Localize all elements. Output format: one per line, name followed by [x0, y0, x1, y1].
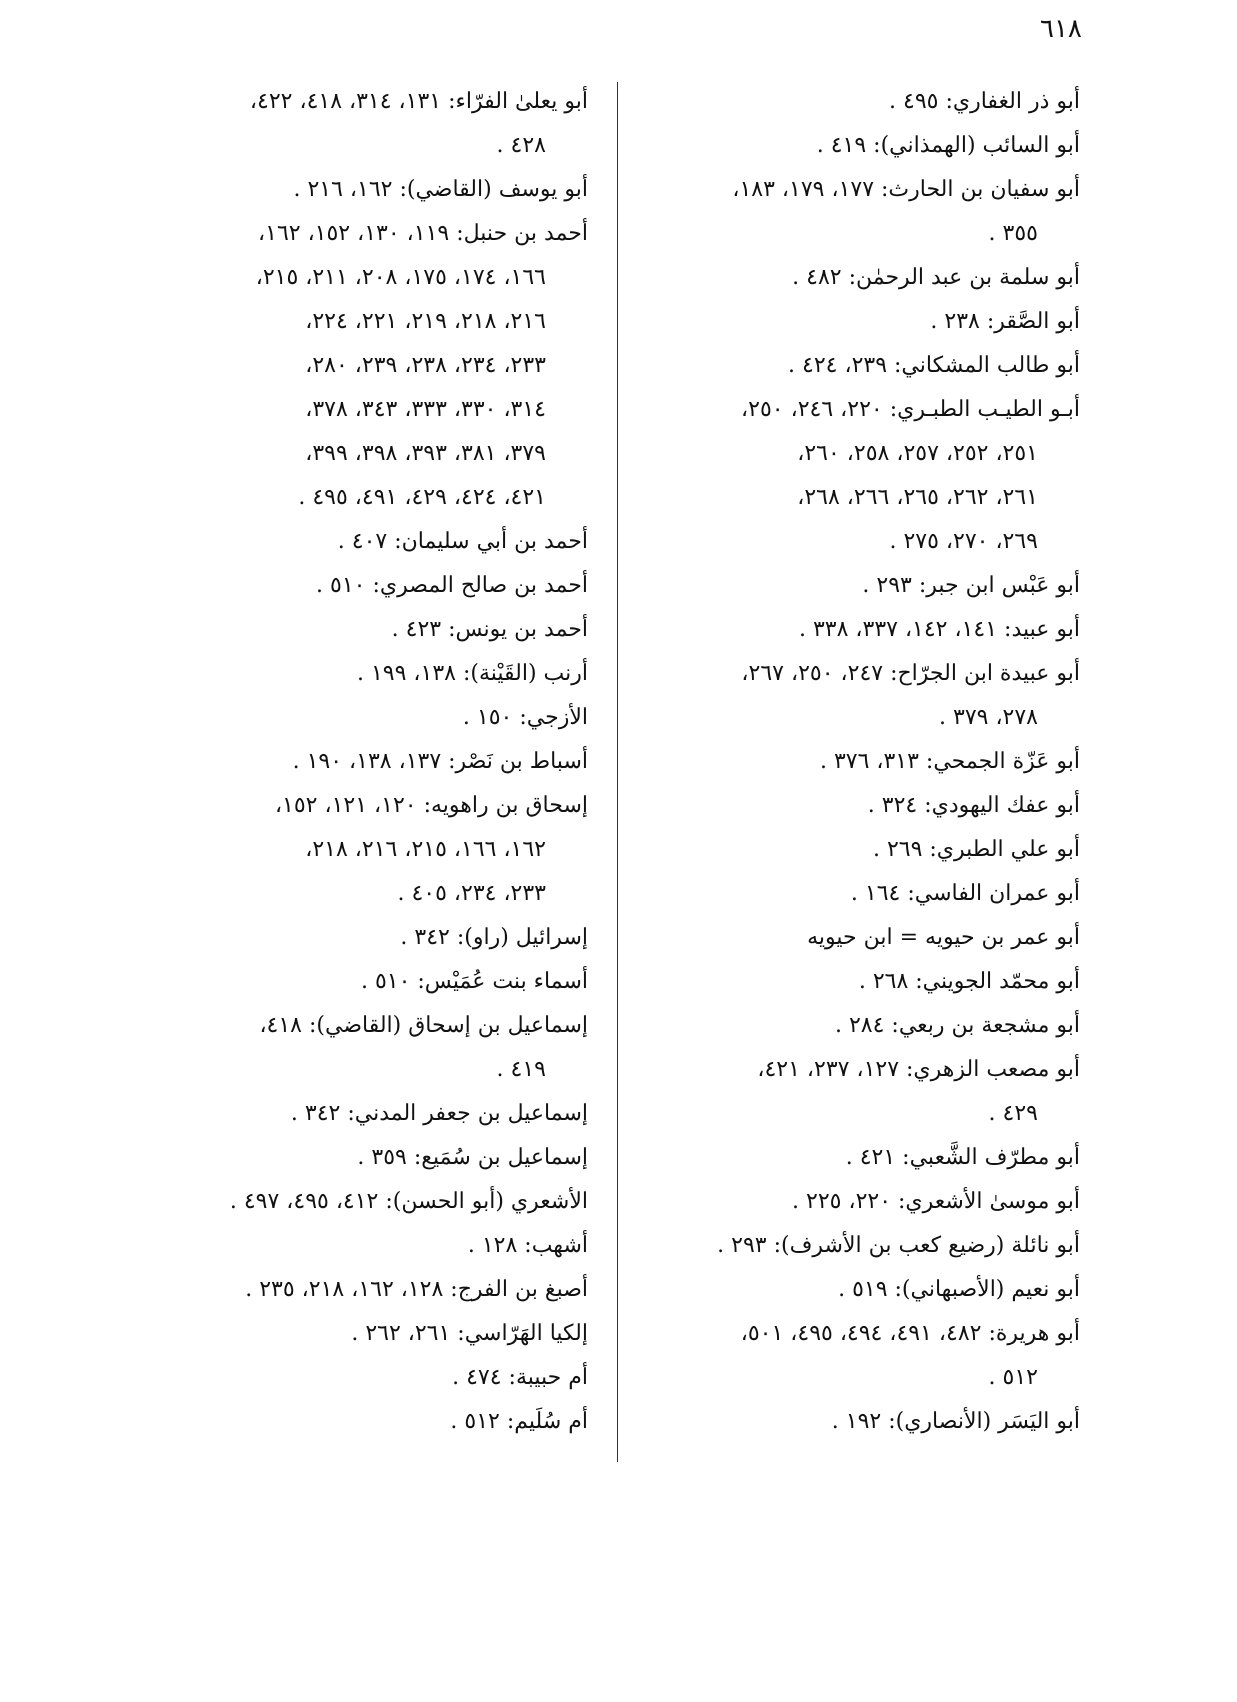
index-entry: أبو عبيد: ١٤١، ١٤٢، ٣٣٧، ٣٣٨ .	[798, 617, 1080, 642]
index-entry-continuation: ٢٣٣، ٢٣٤، ٤٠٥ .	[397, 881, 546, 906]
index-entry: إسماعيل بن جعفر المدني: ٣٤٢ .	[290, 1101, 588, 1126]
index-entry: أحمد بن يونس: ٤٢٣ .	[391, 617, 588, 642]
index-entry-continuation: ٤٢٩ .	[988, 1101, 1038, 1126]
index-entry: أبو هريرة: ٤٨٢، ٤٩١، ٤٩٤، ٤٩٥، ٥٠١،	[740, 1321, 1080, 1346]
index-entry: أبو عمر بن حيويه = ابن حيويه	[807, 925, 1080, 950]
index-entry: أبو يوسف (القاضي): ١٦٢، ٢١٦ .	[293, 177, 588, 202]
index-entry-continuation: ١٦٢، ١٦٦، ٢١٥، ٢١٦، ٢١٨،	[305, 837, 546, 862]
index-entry-continuation: ٥١٢ .	[988, 1365, 1038, 1390]
index-entry-continuation: ٢٣٣، ٢٣٤، ٢٣٨، ٢٣٩، ٢٨٠،	[305, 353, 546, 378]
index-entry: أحمد بن أبي سليمان: ٤٠٧ .	[337, 529, 588, 554]
index-entry-continuation: ١٦٦، ١٧٤، ١٧٥، ٢٠٨، ٢١١، ٢١٥،	[255, 265, 546, 290]
index-entry: أم سُلَيم: ٥١٢ .	[450, 1409, 588, 1434]
index-entry: أبو يعلىٰ الفرّاء: ١٣١، ٣١٤، ٤١٨، ٤٢٢،	[249, 89, 588, 114]
index-entry: إسماعيل بن سُمَيع: ٣٥٩ .	[357, 1145, 588, 1170]
index-entry: أحمد بن صالح المصري: ٥١٠ .	[316, 573, 588, 598]
index-entry: أصبغ بن الفرج: ١٢٨، ١٦٢، ٢١٨، ٢٣٥ .	[245, 1277, 588, 1302]
index-entry-continuation: ٢٥١، ٢٥٢، ٢٥٧، ٢٥٨، ٢٦٠،	[797, 441, 1038, 466]
index-entry-continuation: ٤٢١، ٤٢٤، ٤٢٩، ٤٩١، ٤٩٥ .	[298, 485, 546, 510]
index-entry: أبو الصَّقر: ٢٣٨ .	[930, 309, 1080, 334]
index-entry: إسحاق بن راهويه: ١٢٠، ١٢١، ١٥٢،	[274, 793, 588, 818]
index-entry: أبو عبيدة ابن الجرّاح: ٢٤٧، ٢٥٠، ٢٦٧،	[741, 661, 1080, 686]
index-entry-continuation: ٢٦٩، ٢٧٠، ٢٧٥ .	[889, 529, 1038, 554]
index-entry: أبو مطرّف الشَّعبي: ٤٢١ .	[845, 1145, 1080, 1170]
index-entry: أم حبيبة: ٤٧٤ .	[452, 1365, 588, 1390]
index-entry: أبو سلمة بن عبد الرحمٰن: ٤٨٢ .	[792, 265, 1080, 290]
index-entry-continuation: ٢٦١، ٢٦٢، ٢٦٥، ٢٦٦، ٢٦٨،	[797, 485, 1038, 510]
index-entry: أبو عَزّة الجمحي: ٣١٣، ٣٧٦ .	[819, 749, 1080, 774]
index-entry: أبو اليَسَر (الأنصاري): ١٩٢ .	[831, 1409, 1080, 1434]
index-entry: أرنب (القَيْنة): ١٣٨، ١٩٩ .	[356, 661, 588, 686]
index-entry: أبو السائب (الهمذاني): ٤١٩ .	[816, 133, 1080, 158]
index-entry: أبو مشجعة بن ربعي: ٢٨٤ .	[834, 1013, 1080, 1038]
index-entry: أبو عَبْس ابن جبر: ٢٩٣ .	[862, 573, 1080, 598]
index-column-left	[148, 80, 588, 1444]
index-entry: أبو علي الطبري: ٢٦٩ .	[872, 837, 1080, 862]
index-entry: أشهب: ١٢٨ .	[467, 1233, 588, 1258]
index-entry: إلكيا الهَرّاسي: ٢٦١، ٢٦٢ .	[351, 1321, 588, 1346]
index-entry: أبو موسىٰ الأشعري: ٢٢٠، ٢٢٥ .	[792, 1189, 1080, 1214]
index-entry: إسرائيل (راو): ٣٤٢ .	[400, 925, 588, 950]
index-entry-continuation: ٣١٤، ٣٣٠، ٣٣٣، ٣٤٣، ٣٧٨،	[305, 397, 546, 422]
index-entry-continuation: ٣٧٩، ٣٨١، ٣٩٣، ٣٩٨، ٣٩٩،	[305, 441, 546, 466]
index-entry: أبو عمران الفاسي: ١٦٤ .	[850, 881, 1080, 906]
index-entry-continuation: ٤١٩ .	[496, 1057, 546, 1082]
index-entry: الأشعري (أبو الحسن): ٤١٢، ٤٩٥، ٤٩٧ .	[229, 1189, 588, 1214]
index-entry: أبو ذر الغفاري: ٤٩٥ .	[889, 89, 1080, 114]
index-entry-continuation: ٢٧٨، ٣٧٩ .	[939, 705, 1038, 730]
index-entry: أبو نعيم (الأصبهاني): ٥١٩ .	[838, 1277, 1080, 1302]
index-entry: أبو سفيان بن الحارث: ١٧٧، ١٧٩، ١٨٣،	[732, 177, 1080, 202]
index-column-right	[640, 80, 1080, 1444]
index-entry: أبـو الطيـب الطبـري: ٢٢٠، ٢٤٦، ٢٥٠،	[741, 397, 1080, 422]
column-divider	[617, 82, 618, 1462]
index-entry: أحمد بن حنبل: ١١٩، ١٣٠، ١٥٢، ١٦٢،	[258, 221, 588, 246]
index-entry: الأزجي: ١٥٠ .	[462, 705, 588, 730]
index-entry: أبو طالب المشكاني: ٢٣٩، ٤٢٤ .	[788, 353, 1080, 378]
index-entry-continuation: ٢١٦، ٢١٨، ٢١٩، ٢٢١، ٢٢٤،	[305, 309, 546, 334]
index-entry: أسماء بنت عُمَيْس: ٥١٠ .	[360, 969, 588, 994]
index-entry: أبو محمّد الجويني: ٢٦٨ .	[858, 969, 1080, 994]
index-entry: أسباط بن نَصْر: ١٣٧، ١٣٨، ١٩٠ .	[292, 749, 588, 774]
page-number: ٦١٨	[1040, 14, 1082, 44]
index-entry: أبو نائلة (رضيع كعب بن الأشرف): ٢٩٣ .	[717, 1233, 1080, 1258]
index-entry-continuation: ٣٥٥ .	[988, 221, 1038, 246]
index-entry: أبو عفك اليهودي: ٣٢٤ .	[867, 793, 1080, 818]
index-entry-continuation: ٤٢٨ .	[496, 133, 546, 158]
index-entry: أبو مصعب الزهري: ١٢٧، ٢٣٧، ٤٢١،	[757, 1057, 1080, 1082]
index-entry: إسماعيل بن إسحاق (القاضي): ٤١٨،	[259, 1013, 588, 1038]
